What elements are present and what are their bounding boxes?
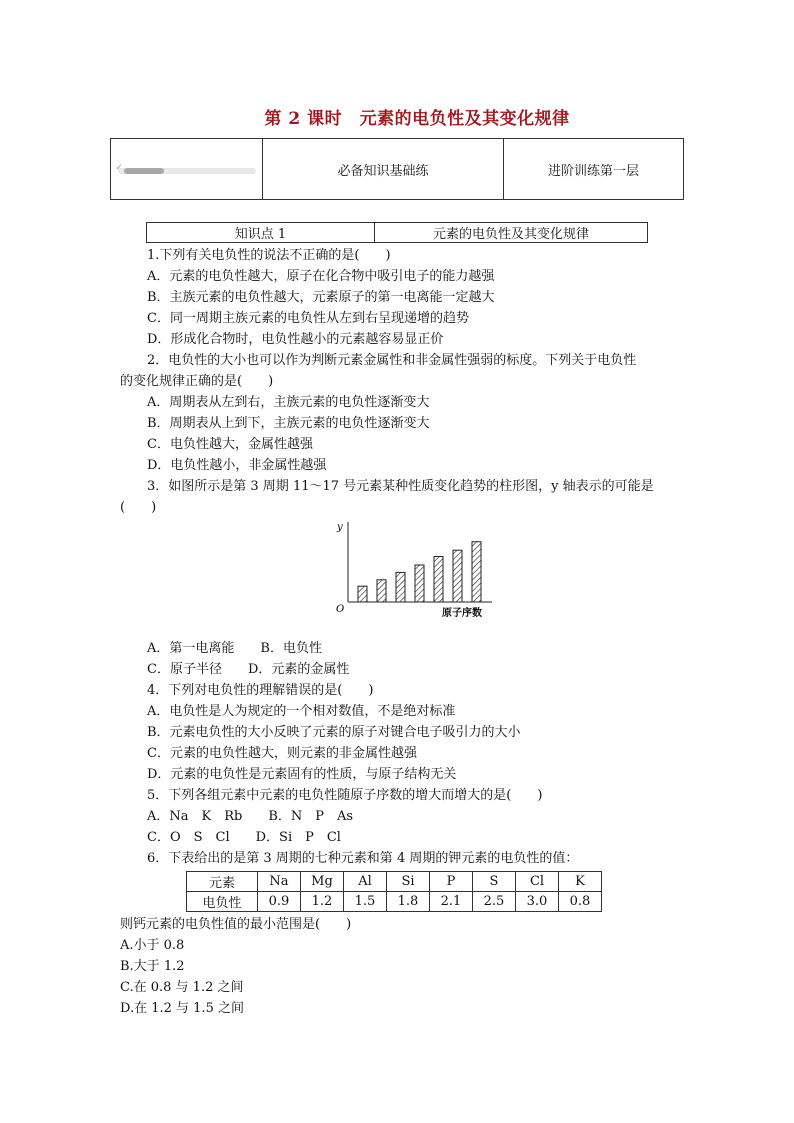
q1-option-b: B．主族元素的电负性越大，元素原子的第一电离能一定越大 <box>147 290 495 305</box>
q4-option-c: C．元素的电负性越大，则元素的非金属性越强 <box>147 746 417 761</box>
knowledge-point-topic: 元素的电负性及其变化规律 <box>432 227 589 242</box>
element-cell: S <box>473 872 516 892</box>
q5-options-ab: A．Na K Rb B．N P As <box>147 809 354 824</box>
electronegativity-table <box>186 871 602 912</box>
q3-options-cd: C．原子半径 D．元素的金属性 <box>147 662 350 677</box>
q2-option-a: A．周期表从左到右，主族元素的电负性逐渐变大 <box>147 395 430 410</box>
section-header-table <box>110 138 684 200</box>
q2-option-c: C．电负性越大，金属性越强 <box>147 437 313 452</box>
q2-option-b: B．周期表从上到下，主族元素的电负性逐渐变大 <box>147 416 430 431</box>
page-title: 第 2 课时 元素的电负性及其变化规律 <box>264 109 570 129</box>
value-cell: 2.1 <box>430 892 473 912</box>
q2-option-d: D．电负性越小，非金属性越强 <box>147 458 327 473</box>
value-row <box>187 892 602 912</box>
bar-14 <box>415 565 424 602</box>
q3-stem-line2: ( ) <box>120 500 157 515</box>
value-cell: 2.5 <box>473 892 516 912</box>
x-axis-label: 原子序数 <box>442 608 482 619</box>
element-cell: P <box>430 872 473 892</box>
q3-options-ab: A．第一电离能 B．电负性 <box>147 641 322 656</box>
bar-13 <box>396 572 405 602</box>
bar-15 <box>434 557 443 602</box>
value-header: 电负性 <box>187 892 258 912</box>
q6-option-c: C.在 0.8 与 1.2 之间 <box>120 980 244 995</box>
q1-stem: 1.下列有关电负性的说法不正确的是( ) <box>147 248 391 263</box>
knowledge-point-table <box>146 222 648 243</box>
element-cell: Na <box>258 872 301 892</box>
value-cell: 1.5 <box>344 892 387 912</box>
y-axis-label: y <box>337 522 343 533</box>
q5-stem: 5．下列各组元素中元素的电负性随原子序数的增大而增大的是( ) <box>147 788 543 803</box>
bar-17 <box>472 542 481 602</box>
value-cell: 1.2 <box>301 892 344 912</box>
element-row <box>187 872 602 892</box>
q6-option-a: A.小于 0.8 <box>120 938 185 953</box>
q1-option-d: D．形成化合物时，电负性越小的元素越容易显正价 <box>147 332 444 347</box>
value-cell: 3.0 <box>516 892 559 912</box>
section-level: 进阶训练第一层 <box>547 163 639 179</box>
q4-stem: 4．下列对电负性的理解错误的是( ) <box>147 683 374 698</box>
q4-option-d: D．元素的电负性是元素固有的性质，与原子结构无关 <box>147 767 457 782</box>
value-cell: 1.8 <box>387 892 430 912</box>
progress-cell <box>111 139 263 199</box>
q2-stem-line2: 的变化规律正确的是( ) <box>120 374 274 389</box>
check-icon: ✓ <box>115 163 124 173</box>
q6-stem: 6．下表给出的是第 3 周期的七种元素和第 4 周期的钾元素的电负性的值： <box>147 851 579 866</box>
q1-option-a: A．元素的电负性越大，原子在化合物中吸引电子的能力越强 <box>147 269 495 284</box>
element-cell: Cl <box>516 872 559 892</box>
q1-option-c: C．同一周期主族元素的电负性从左到右呈现递增的趋势 <box>147 311 469 326</box>
element-cell: Mg <box>301 872 344 892</box>
bar-11 <box>358 586 367 602</box>
value-cell: 0.8 <box>559 892 602 912</box>
bar-chart-svg <box>334 520 504 622</box>
q4-option-a: A．电负性是人为规定的一个相对数值，不是绝对标准 <box>147 704 456 719</box>
q5-options-cd: C．O S Cl D．Si P Cl <box>147 830 341 845</box>
q6-ask: 则钙元素的电负性值的最小范围是( ) <box>120 917 352 932</box>
q3-stem-line1: 3．如图所示是第 3 周期 11～17 号元素某种性质变化趋势的柱形图，y 轴表示的可能是 <box>147 479 654 494</box>
bar-16 <box>453 550 462 602</box>
section-name: 必备知识基础练 <box>263 139 504 199</box>
knowledge-point-label: 知识点 1 <box>147 223 375 242</box>
q4-option-b: B．元素电负性的大小反映了元素的原子对键合电子吸引力的大小 <box>147 725 521 740</box>
element-header: 元素 <box>187 872 258 892</box>
progress-fill <box>124 168 164 174</box>
element-cell: Al <box>344 872 387 892</box>
q6-option-b: B.大于 1.2 <box>120 959 185 974</box>
progress-bar <box>115 163 256 174</box>
bar-12 <box>377 580 386 602</box>
element-cell: K <box>559 872 602 892</box>
element-cell: Si <box>387 872 430 892</box>
question-list <box>120 245 680 1019</box>
q6-option-d: D.在 1.2 与 1.5 之间 <box>120 1001 244 1016</box>
q2-stem-line1: 2．电负性的大小也可以作为判断元素金属性和非金属性强弱的标度。下列关于电负性 <box>147 353 637 368</box>
q3-chart <box>120 518 680 638</box>
value-cell: 0.9 <box>258 892 301 912</box>
origin-label: O <box>336 604 345 615</box>
